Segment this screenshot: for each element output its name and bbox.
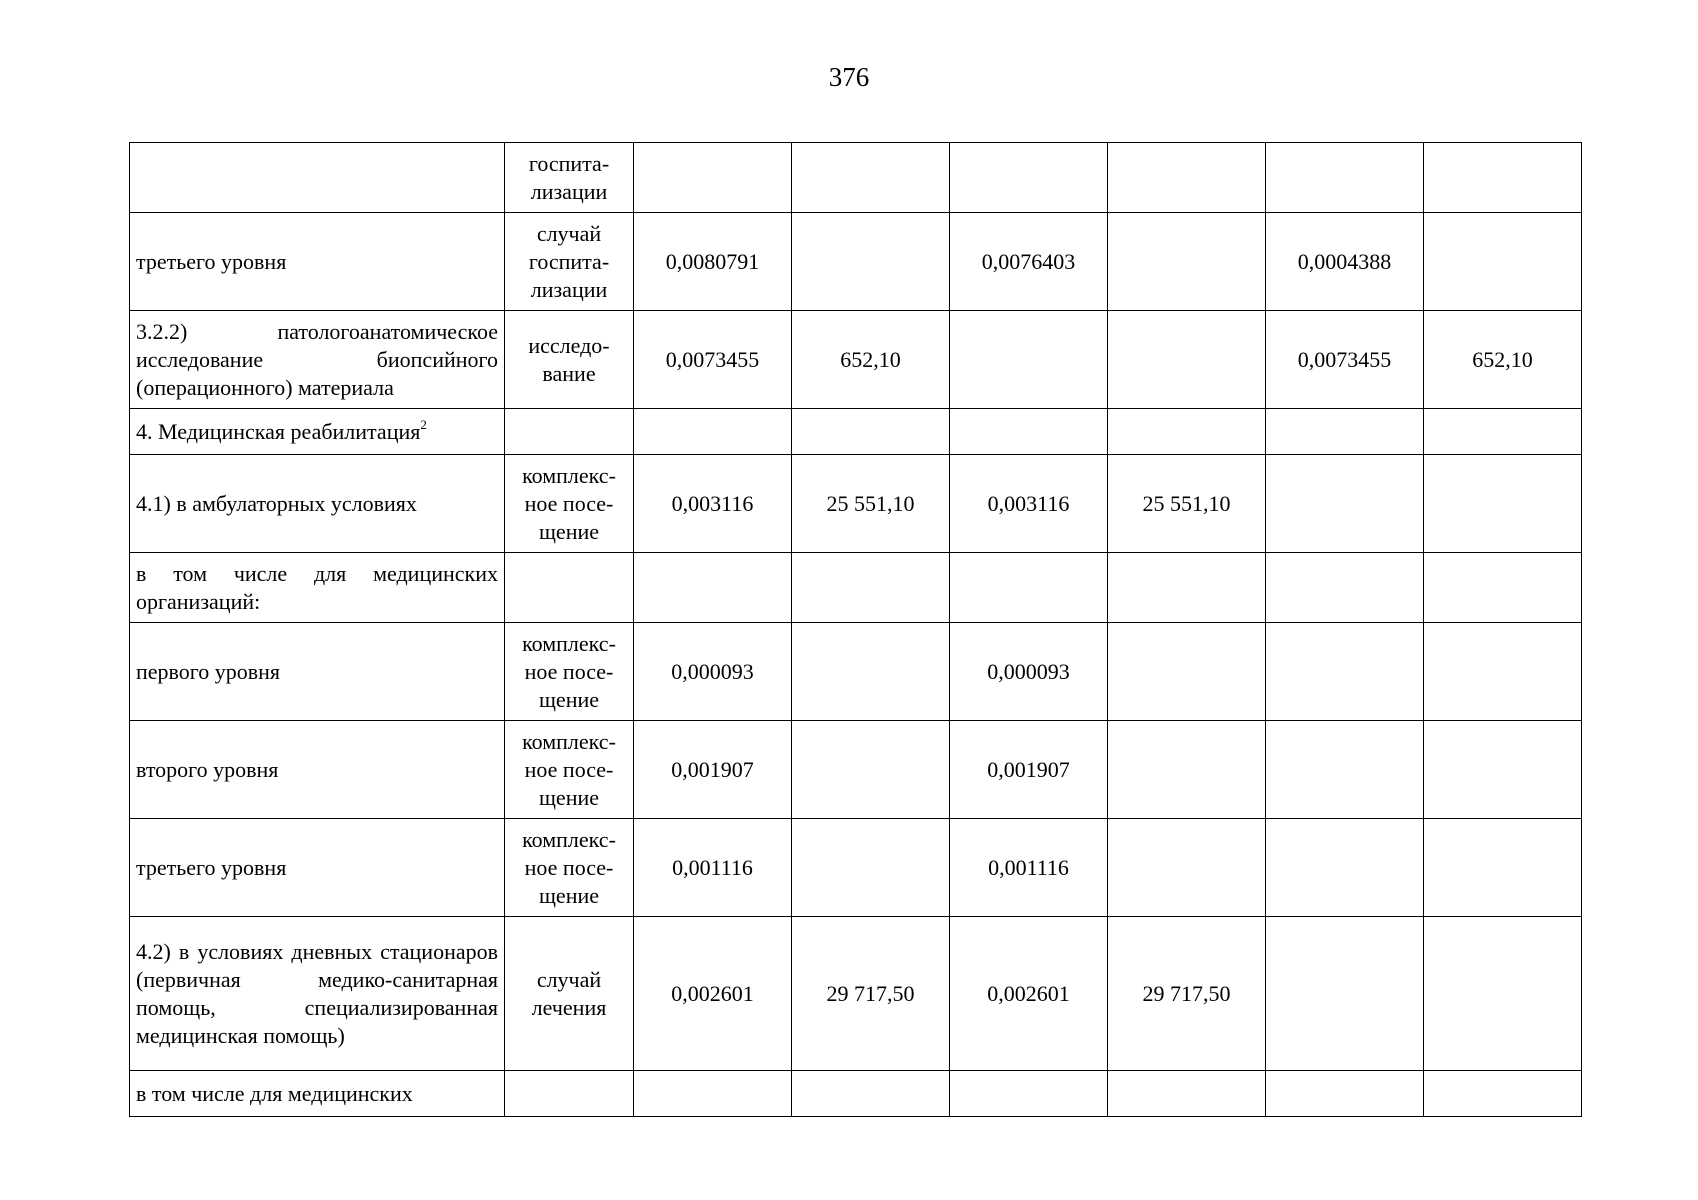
value-cell (1108, 311, 1266, 409)
row-name-cell (130, 917, 505, 1071)
value-cell: 652,10 (1424, 311, 1582, 409)
unit-cell (505, 409, 634, 455)
value-cell (1266, 553, 1424, 623)
table-row (130, 917, 1582, 1071)
value-cell (792, 1071, 950, 1117)
value-cell (1108, 819, 1266, 917)
value-cell: 25 551,10 (1108, 455, 1266, 553)
value-cell (950, 409, 1108, 455)
row-name: 4. Медицинская реабилитация (136, 418, 421, 444)
table-row (130, 455, 1582, 553)
unit-cell: исследо- вание (505, 311, 634, 409)
row-name-cell (130, 213, 505, 311)
value-cell (792, 721, 950, 819)
value-cell: 0,001907 (634, 721, 792, 819)
value-cell (634, 1071, 792, 1117)
table-row (130, 213, 1582, 311)
value-cell (1424, 455, 1582, 553)
row-name-cell (130, 553, 505, 623)
row-name: третьего уровня (136, 248, 287, 274)
row-name-cell (130, 819, 505, 917)
value-cell (1424, 917, 1582, 1071)
row-name-cell (130, 623, 505, 721)
table-row (130, 311, 1582, 409)
unit-cell: случай лечения (505, 917, 634, 1071)
value-cell (1108, 409, 1266, 455)
value-cell (1266, 455, 1424, 553)
unit-cell (505, 1071, 634, 1117)
value-cell: 0,003116 (634, 455, 792, 553)
row-name-cell (130, 311, 505, 409)
value-cell (950, 311, 1108, 409)
table-row (130, 1071, 1582, 1117)
row-name: в том числе для медицинских организаций: (136, 560, 498, 614)
row-name-cell (130, 455, 505, 553)
value-cell (1424, 213, 1582, 311)
value-cell: 29 717,50 (792, 917, 950, 1071)
unit-cell: комплекс- ное посе- щение (505, 819, 634, 917)
value-cell (1424, 819, 1582, 917)
unit-cell: комплекс- ное посе- щение (505, 623, 634, 721)
value-cell (1266, 819, 1424, 917)
value-cell (792, 409, 950, 455)
value-cell: 0,0076403 (950, 213, 1108, 311)
value-cell (1424, 623, 1582, 721)
row-name: 4.1) в амбулаторных условиях (136, 490, 417, 516)
table-row (130, 553, 1582, 623)
value-cell: 0,002601 (634, 917, 792, 1071)
value-cell: 0,000093 (634, 623, 792, 721)
unit-cell: комплекс- ное посе- щение (505, 721, 634, 819)
value-cell (1424, 1071, 1582, 1117)
data-table (129, 142, 1582, 1117)
unit-cell: госпита- лизации (505, 143, 634, 213)
row-name-cell (130, 143, 505, 213)
value-cell (1266, 1071, 1424, 1117)
table-body (130, 143, 1582, 1117)
value-cell (1424, 143, 1582, 213)
value-cell (1266, 917, 1424, 1071)
value-cell (1266, 143, 1424, 213)
unit-cell: случай госпита- лизации (505, 213, 634, 311)
value-cell (792, 143, 950, 213)
value-cell: 0,0073455 (1266, 311, 1424, 409)
value-cell (1266, 721, 1424, 819)
value-cell (792, 623, 950, 721)
value-cell (792, 819, 950, 917)
row-name-cell (130, 409, 505, 455)
table-row (130, 143, 1582, 213)
unit-cell: комплекс- ное посе- щение (505, 455, 634, 553)
table-row (130, 409, 1582, 455)
row-name: 4.2) в условиях дневных стационаров (первичная медико-санитарная помощь, специализированная медицинская помощь) (136, 938, 498, 1048)
value-cell: 0,000093 (950, 623, 1108, 721)
value-cell: 652,10 (792, 311, 950, 409)
value-cell (950, 143, 1108, 213)
value-cell (1424, 409, 1582, 455)
value-cell (950, 553, 1108, 623)
value-cell: 25 551,10 (792, 455, 950, 553)
value-cell (1108, 721, 1266, 819)
row-name: 3.2.2) патологоанатомическое исследование биопсийного (операционного) материала (136, 318, 498, 400)
value-cell (634, 553, 792, 623)
value-cell: 0,001907 (950, 721, 1108, 819)
row-name: в том числе для медицинских (136, 1080, 413, 1106)
row-name-cell (130, 1071, 505, 1117)
value-cell (792, 553, 950, 623)
value-cell (1266, 409, 1424, 455)
value-cell (1266, 623, 1424, 721)
table-row (130, 819, 1582, 917)
value-cell: 0,001116 (950, 819, 1108, 917)
value-cell: 0,002601 (950, 917, 1108, 1071)
table-row (130, 721, 1582, 819)
row-name: второго уровня (136, 756, 279, 782)
value-cell (1108, 553, 1266, 623)
value-cell: 0,0073455 (634, 311, 792, 409)
value-cell: 0,0080791 (634, 213, 792, 311)
value-cell (634, 409, 792, 455)
value-cell (1108, 623, 1266, 721)
value-cell (950, 1071, 1108, 1117)
page-number: 376 (828, 62, 870, 92)
value-cell (1424, 721, 1582, 819)
value-cell (1108, 143, 1266, 213)
value-cell (1108, 213, 1266, 311)
value-cell: 29 717,50 (1108, 917, 1266, 1071)
value-cell: 0,001116 (634, 819, 792, 917)
value-cell: 0,0004388 (1266, 213, 1424, 311)
table-row (130, 623, 1582, 721)
unit-cell (505, 553, 634, 623)
row-name: первого уровня (136, 658, 281, 684)
value-cell (1424, 553, 1582, 623)
value-cell (634, 143, 792, 213)
row-name: третьего уровня (136, 854, 287, 880)
row-name-cell (130, 721, 505, 819)
value-cell: 0,003116 (950, 455, 1108, 553)
value-cell (792, 213, 950, 311)
value-cell (1108, 1071, 1266, 1117)
footnote-marker: 2 (420, 416, 427, 432)
